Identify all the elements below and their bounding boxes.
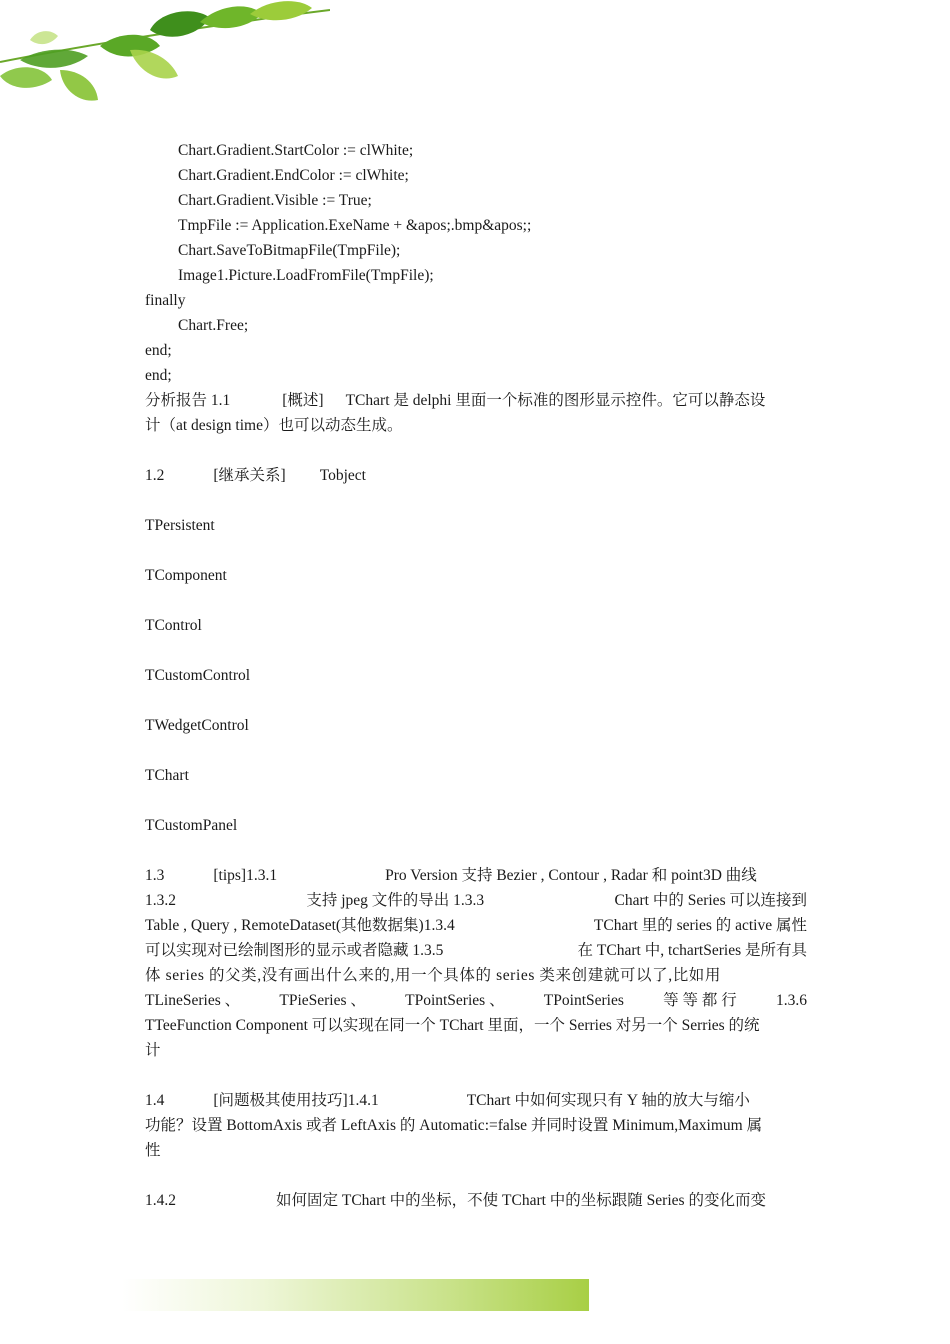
section-tag: [问题极其使用技巧]1.4.1: [213, 1092, 379, 1109]
section-text: 支持 jpeg 文件的导出 1.3.3: [306, 892, 485, 909]
code-line: Chart.Free;: [178, 317, 249, 334]
section-number: 1.3: [145, 867, 165, 884]
document-body: [145, 138, 807, 1213]
section-text: Table , Query , RemoteDataset(其他数据集)1.3.4: [145, 917, 455, 934]
leaf-decoration: [0, 0, 330, 110]
series-type: TPieSeries 、: [279, 992, 366, 1009]
code-line: Chart.SaveToBitmapFile(TmpFile);: [178, 242, 401, 259]
code-line: Chart.Gradient.EndColor := clWhite;: [178, 167, 409, 184]
section-1-4: [145, 1088, 807, 1163]
section-tag: [继承关系]: [213, 467, 286, 484]
class-name: TCustomPanel: [145, 817, 238, 834]
section-text: 在 TChart 中, tchartSeries 是所有具: [577, 942, 807, 959]
class-name: TPersistent: [145, 517, 215, 534]
section-text: TChart 里的 series 的 active 属性: [593, 917, 807, 934]
footer-gradient-bar: [122, 1279, 589, 1311]
series-type: TLineSeries 、: [145, 992, 241, 1009]
series-type: TPointSeries 、: [405, 992, 505, 1009]
section-number: 1.3.6: [775, 992, 807, 1009]
class-name: TChart: [145, 767, 189, 784]
code-block: [145, 138, 807, 388]
section-1-4-2: [145, 1188, 807, 1213]
section-text: Chart 中的 Series 可以连接到: [614, 892, 807, 909]
class-name: TControl: [145, 617, 202, 634]
section-number: 1.4.2: [145, 1192, 176, 1209]
class-name: TComponent: [145, 567, 227, 584]
class-name: TCustomControl: [145, 667, 251, 684]
code-line: end;: [145, 367, 172, 384]
code-line: end;: [145, 342, 172, 359]
section-number: 1.3.2: [145, 892, 176, 909]
section-text: 如何固定 TChart 中的坐标，不使 TChart 中的坐标跟随 Series 的变化而变: [276, 1192, 766, 1209]
section-text: TTeeFunction Component 可以实现在同一个 TChart 里面，一个 Serries 对另一个 Serries 的统: [145, 1017, 760, 1034]
code-line: TmpFile := Application.ExeName + &apos;.bmp&apos;;: [178, 217, 532, 234]
section-text: TChart 中如何实现只有 Y 轴的放大与缩小: [466, 1092, 750, 1109]
code-line: Chart.Gradient.StartColor := clWhite;: [178, 142, 414, 159]
section-text: 性: [145, 1142, 161, 1159]
section-text: 可以实现对已绘制图形的显示或者隐藏 1.3.5: [145, 942, 444, 959]
section-label: 分析报告 1.1: [145, 392, 231, 409]
section-1-2: [145, 463, 807, 838]
section-1-3: [145, 863, 807, 1063]
class-name: Tobject: [319, 467, 366, 484]
section-text: Pro Version 支持 Bezier , Contour , Radar 和 point3D 曲线: [385, 867, 757, 884]
section-text: 等 等 都 行: [663, 992, 737, 1009]
section-1-1: [145, 388, 807, 438]
section-text: 体 series 的父类,没有画出什么来的,用一个具体的 series 类来创建就可以了,比如用: [145, 967, 722, 984]
section-text: 计: [145, 1042, 161, 1059]
code-line: finally: [145, 292, 186, 309]
section-number: 1.4: [145, 1092, 165, 1109]
section-text: 功能？设置 BottomAxis 或者 LeftAxis 的 Automatic:=false 并同时设置 Minimum,Maximum 属: [145, 1117, 763, 1134]
section-text: TChart 是 delphi 里面一个标准的图形显示控件。它可以静态设: [345, 392, 766, 409]
code-line: Image1.Picture.LoadFromFile(TmpFile);: [178, 267, 434, 284]
code-line: Chart.Gradient.Visible := True;: [178, 192, 372, 209]
series-type: TPointSeries: [543, 992, 624, 1009]
section-tag: [tips]1.3.1: [213, 867, 278, 884]
section-tag: [概述]: [282, 392, 324, 409]
class-name: TWedgetControl: [145, 717, 249, 734]
section-text: 计（at design time）也可以动态生成。: [145, 417, 403, 434]
section-number: 1.2: [145, 467, 165, 484]
